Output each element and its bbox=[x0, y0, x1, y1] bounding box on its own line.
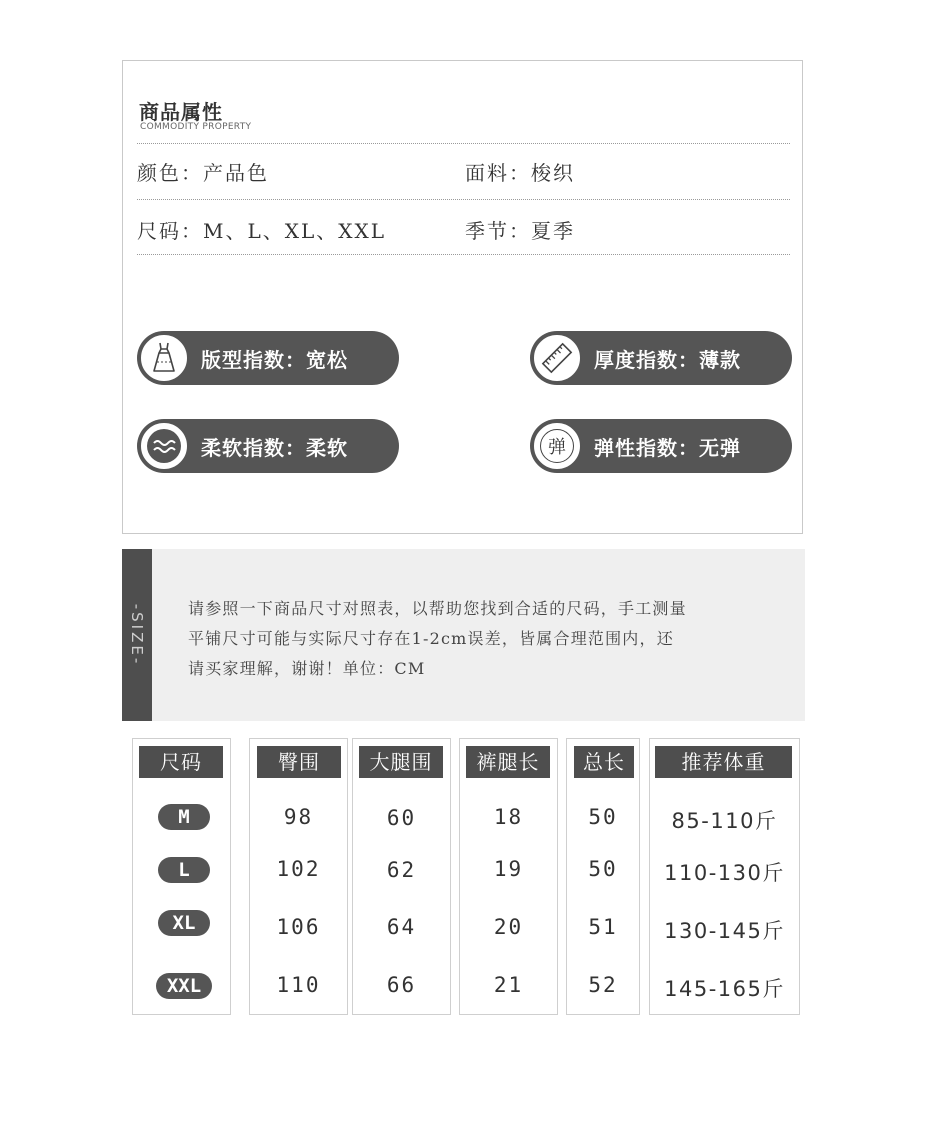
hip-header: 臀围 bbox=[257, 746, 341, 778]
attributes-subtitle: COMMODITY PROPERTY bbox=[140, 122, 252, 132]
leg-length-value: 21 bbox=[493, 973, 524, 997]
elastic-icon-glyph: 弹 bbox=[540, 429, 574, 463]
size-badge-l: L bbox=[158, 857, 210, 883]
elasticity-index-label: 弹性指数：无弹 bbox=[594, 436, 741, 460]
elasticity-index-badge bbox=[530, 419, 792, 473]
size-note-line: 请买家理解，谢谢！单位：CM bbox=[188, 659, 426, 678]
attributes-title: 商品属性 bbox=[139, 100, 223, 124]
thigh-value: 62 bbox=[386, 858, 417, 882]
size-note-line: 平铺尺寸可能与实际尺寸存在1-2cm误差，皆属合理范围内，还 bbox=[188, 629, 674, 648]
softness-index-badge bbox=[137, 419, 399, 473]
size-tab-label: -SIZE- bbox=[128, 603, 146, 667]
hip-value: 110 bbox=[276, 973, 321, 997]
color-attribute bbox=[137, 157, 269, 186]
total-length-value: 52 bbox=[588, 973, 618, 997]
divider bbox=[137, 199, 790, 200]
weight-value: 145-165斤 bbox=[664, 977, 785, 1001]
size-badge-xxl: XXL bbox=[156, 973, 212, 999]
size-badge-m: M bbox=[158, 804, 210, 830]
fabric-label: 面料： bbox=[465, 161, 531, 185]
season-attribute bbox=[465, 215, 575, 244]
leg-length-value: 19 bbox=[493, 857, 524, 881]
total-length-header: 总长 bbox=[574, 746, 634, 778]
thigh-value: 64 bbox=[386, 915, 417, 939]
size-badge-xl: XL bbox=[158, 910, 210, 936]
hip-value: 102 bbox=[276, 857, 321, 881]
elastic-icon bbox=[532, 421, 582, 471]
fit-index-badge bbox=[137, 331, 399, 385]
weight-value: 85-110斤 bbox=[671, 809, 778, 833]
softness-index-label: 柔软指数：柔软 bbox=[201, 436, 348, 460]
fabric-value: 梭织 bbox=[531, 161, 575, 185]
weight-header: 推荐体重 bbox=[655, 746, 792, 778]
size-header: 尺码 bbox=[139, 746, 223, 778]
color-value: 产品色 bbox=[203, 161, 269, 185]
divider bbox=[137, 143, 790, 144]
leg-length-value: 20 bbox=[493, 915, 524, 939]
size-value: M、L、XL、XXL bbox=[203, 219, 387, 243]
total-length-value: 51 bbox=[588, 915, 618, 939]
total-length-value: 50 bbox=[588, 805, 618, 829]
dress-icon bbox=[139, 333, 189, 383]
season-value: 夏季 bbox=[531, 219, 575, 243]
leg-length-value: 18 bbox=[493, 805, 524, 829]
season-label: 季节： bbox=[465, 219, 531, 243]
wave-icon bbox=[139, 421, 189, 471]
size-label: 尺码： bbox=[137, 219, 203, 243]
size-note-line: 请参照一下商品尺寸对照表，以帮助您找到合适的尺码，手工测量 bbox=[188, 599, 687, 618]
weight-value: 130-145斤 bbox=[664, 919, 785, 943]
thickness-index-label: 厚度指数：薄款 bbox=[594, 348, 741, 372]
thigh-value: 66 bbox=[386, 973, 417, 997]
size-attribute bbox=[137, 215, 386, 244]
fabric-attribute bbox=[465, 157, 575, 186]
size-tab bbox=[122, 549, 152, 721]
thigh-header: 大腿围 bbox=[359, 746, 443, 778]
ruler-icon bbox=[532, 333, 582, 383]
thigh-value: 60 bbox=[386, 806, 417, 830]
color-label: 颜色： bbox=[137, 161, 203, 185]
divider bbox=[137, 254, 790, 255]
leg-length-header: 裤腿长 bbox=[466, 746, 550, 778]
hip-value: 106 bbox=[276, 915, 321, 939]
thickness-index-badge bbox=[530, 331, 792, 385]
weight-value: 110-130斤 bbox=[664, 861, 785, 885]
fit-index-label: 版型指数：宽松 bbox=[201, 348, 348, 372]
hip-value: 98 bbox=[283, 805, 314, 829]
total-length-value: 50 bbox=[588, 857, 618, 881]
